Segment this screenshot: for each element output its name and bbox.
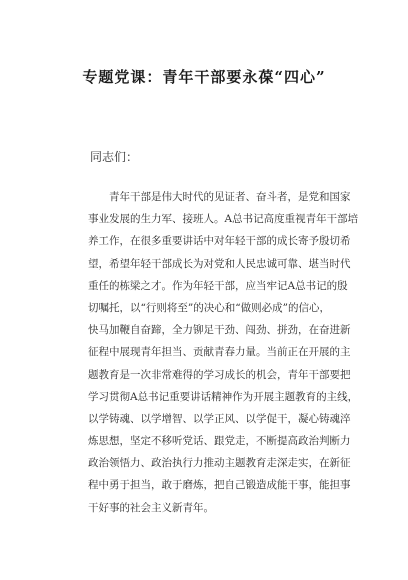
paragraph-line: 事业发展的生力军、接班人。A总书记高度重视青年干部培 [88, 213, 359, 226]
paragraph-line: 快马加鞭自奋蹄，全力铆足干劲、闯劲、拼劲，在奋进新 [88, 324, 351, 337]
paragraph-line: 重任的栋梁之才。作为年轻干部，应当牢记A总书记的殷 [88, 279, 348, 292]
paragraph-line: 政治领悟力、政治执行力推动主题教育走深走实，在新征 [88, 457, 351, 470]
paragraph-line: 养工作，在很多重要讲话中对年轻干部的成长寄予殷切希 [88, 235, 351, 248]
body-paragraph [88, 186, 359, 519]
paragraph-line: 干好事的社会主义新青年。 [88, 501, 214, 514]
document-title: 专题党课：青年干部要永葆“四心” [82, 68, 326, 86]
paragraph-line: 青年干部是伟大时代的见证者、奋斗者，是党和国家 [88, 191, 351, 203]
paragraph-line: 程中勇于担当，敢于磨炼，把自己锻造成能干事，能担事 [88, 479, 351, 492]
paragraph-line: 题教育是一次非常难得的学习成长的机会，青年干部要把 [88, 368, 351, 381]
salutation: 同志们： [90, 150, 139, 164]
paragraph-line: 以学铸魂、以学增智、以学正风、以学促干，凝心铸魂淬 [88, 412, 351, 425]
paragraph-line: 炼思想，坚定不移听党话、跟党走，不断提高政治判断力 [88, 435, 351, 448]
paragraph-line: 望，希望年轻干部成长为对党和人民忠诚可靠、堪当时代 [88, 257, 351, 270]
paragraph-line: 学习贯彻A总书记重要讲话精神作为开展主题教育的主线， [88, 390, 359, 403]
paragraph-line: 征程中展现青年担当、贡献青春力量。当前正在开展的主 [88, 346, 351, 359]
paragraph-line: 切嘱托，以“行则将至”的决心和“做则必成”的信心， [88, 301, 330, 314]
